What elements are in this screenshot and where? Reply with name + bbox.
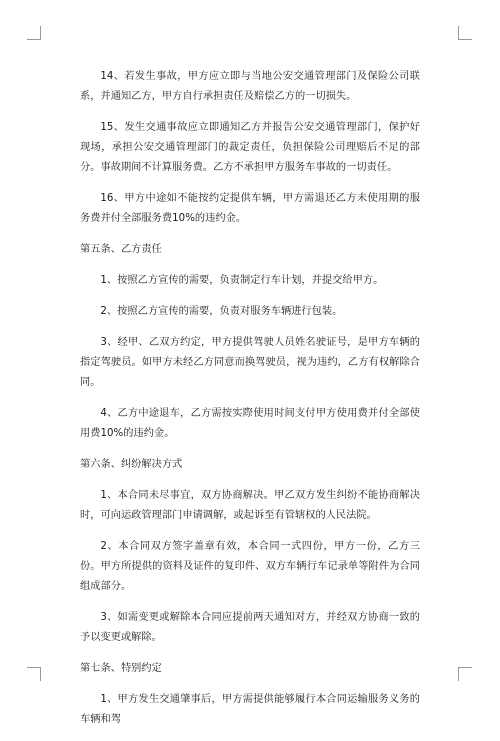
clause-16: 16、甲方中途如不能按约定提供车辆，甲方需退还乙方未使用期的服务费并付全部服务费10%的违约金。 xyxy=(80,193,420,224)
section6-item-1: 1、本合同未尽事宜，双方协商解决。甲乙双方发生纠纷不能协商解决时，可向运政管理部门申请调解，或起诉至有管辖权的人民法院。 xyxy=(80,490,420,521)
section5-item-4: 4、乙方中途退车，乙方需按实際使用时间支付甲方使用费并付全部使用费10%的违约金。 xyxy=(80,408,420,439)
section5-item-2: 2、按照乙方宣传的需要，负责对服务车辆进行包装。 xyxy=(100,306,343,317)
crop-mark-top-right xyxy=(458,26,472,40)
crop-mark-bottom-right xyxy=(458,667,472,681)
clause-15: 15、发生交通事故应立即通知乙方并报告公安交通管理部门，保护好现场，承担公安交通管理部门的裁定责任，负担保险公司理赔后不足的部分。事故期间不计算服务费。乙方不承担甲方服务车事故的一切责任。 xyxy=(80,122,420,173)
crop-mark-top-left xyxy=(27,26,41,40)
section5-item-1: 1、按照乙方宣传的需要，负责制定行车计划，并提交给甲方。 xyxy=(100,275,384,286)
section5-item-3: 3、经甲、乙双方约定，甲方提供驾驶人员姓名驶证号，是甲方车辆的指定驾驶员。如甲方未经乙方同意而换驾驶员，视为违约，乙方有权解除合同。 xyxy=(80,337,420,388)
section-heading-6: 第六条、纠纷解决方式 xyxy=(80,459,183,470)
section7-item-1: 1、甲方发生交通肇事后，甲方需提供能够履行本合同运输服务义务的车辆和驾 xyxy=(80,694,420,725)
section-heading-5: 第五条、乙方责任 xyxy=(80,244,162,255)
section-heading-7: 第七条、特别约定 xyxy=(80,663,162,674)
document-body xyxy=(80,67,420,741)
section6-item-2: 2、本合同双方签字盖章有效，本合同一式四份，甲方一份，乙方三份。甲方所提供的资料及证件的复印件、双方车辆行车记录单等附件为合同组成部分。 xyxy=(80,541,420,592)
crop-mark-bottom-left xyxy=(27,667,41,681)
clause-14: 14、若发生事故，甲方应立即与当地公安交通管理部门及保险公司联系，并通知乙方，甲方自行承担责任及赔偿乙方的一切损失。 xyxy=(80,71,420,102)
section6-item-3: 3、如需变更或解除本合同应提前两天通知对方，并经双方协商一致的予以变更或解除。 xyxy=(80,612,420,643)
